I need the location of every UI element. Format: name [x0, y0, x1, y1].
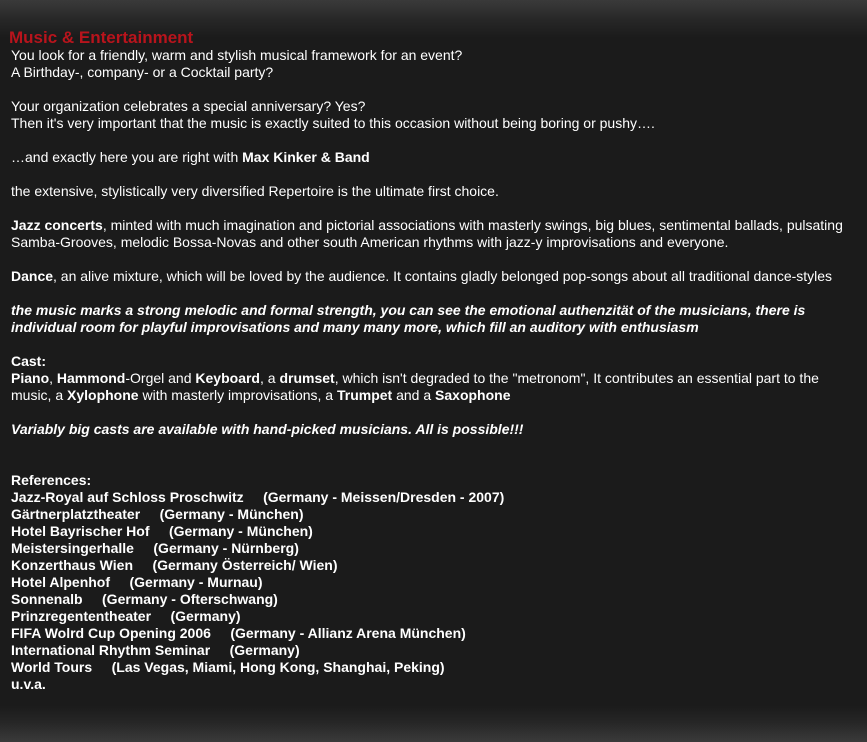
jazz-paragraph	[11, 217, 861, 251]
reference-location: (Germany - Meissen/Dresden - 2007)	[263, 489, 505, 505]
dance-heading: Dance	[11, 268, 54, 284]
references-list	[11, 489, 861, 676]
dance-text: , an alive mixture, which will be loved by the audience. It contains gladly belonged pop-songs about all traditional dance-styles	[53, 268, 833, 284]
reference-separator	[151, 608, 170, 624]
cast-saxophone: Saxophone	[435, 387, 511, 403]
page-title: Music & Entertainment	[9, 28, 194, 47]
cast-drumset: drumset	[279, 370, 335, 386]
reference-location: (Germany)	[170, 608, 241, 624]
reference-location: (Germany - Allianz Arena München)	[230, 625, 466, 641]
spacer	[11, 336, 861, 353]
reference-item	[11, 489, 861, 506]
spacer	[11, 132, 861, 149]
reference-separator	[83, 591, 102, 607]
reference-item	[11, 540, 861, 557]
intro-line: A Birthday-, company- or a Cocktail party?	[11, 64, 274, 80]
reference-separator	[92, 659, 111, 675]
cast-xylophone: Xylophone	[67, 387, 139, 403]
reference-item	[11, 659, 861, 676]
reference-separator	[134, 540, 153, 556]
intro-line: Then it's very important that the music is exactly suited to this occasion without being boring or pushy….	[11, 115, 655, 131]
reference-item	[11, 608, 861, 625]
reference-venue: Sonnenalb	[11, 591, 83, 607]
bottom-gradient-band	[0, 706, 867, 742]
reference-venue: Jazz-Royal auf Schloss Proschwitz	[11, 489, 244, 505]
cast-trumpet: Trumpet	[336, 387, 393, 403]
spacer	[11, 200, 861, 217]
main-content	[11, 29, 861, 693]
spacer	[11, 404, 861, 421]
cast-text: with masterly improvisations, a	[138, 387, 337, 403]
cast-text: and a	[392, 387, 436, 403]
reference-location: (Germany - Nürnberg)	[153, 540, 299, 556]
cast-text: , a	[259, 370, 280, 386]
reference-item	[11, 506, 861, 523]
casts-note: Variably big casts are available with hand-picked musicians. All is possible!!!	[11, 421, 524, 437]
band-name: Max Kinker & Band	[242, 149, 370, 165]
reference-location: (Las Vegas, Miami, Hong Kong, Shanghai, Peking)	[111, 659, 445, 675]
reference-item	[11, 642, 861, 659]
jazz-text: , minted with much imagination and pictorial associations with masterly swings, big blues, sentimental ballads, pulsating Samba-Grooves, melodic Bossa-Novas and other south American rhythms with jazz-y improvisations and everyone.	[11, 217, 843, 250]
reference-location: (Germany - Ofterschwang)	[102, 591, 278, 607]
reference-location: (Germany)	[229, 642, 300, 658]
band-intro-text: …and exactly here you are right with	[11, 149, 243, 165]
reference-location: (Germany - München)	[159, 506, 304, 522]
spacer	[11, 251, 861, 268]
repertoire-line: the extensive, stylistically very diversified Repertoire is the ultimate first choice.	[11, 183, 499, 199]
references-section	[11, 472, 861, 693]
cast-heading	[11, 353, 861, 370]
cast-text: , which isn't degraded to the "metronom", It contributes an essential part to the music, a	[11, 370, 819, 403]
reference-item	[11, 557, 861, 574]
reference-location: (Germany Österreich/ Wien)	[152, 557, 338, 573]
dance-paragraph	[11, 268, 861, 285]
reference-separator	[133, 557, 152, 573]
references-closing: u.v.a.	[11, 676, 46, 692]
reference-venue: International Rhythm Seminar	[11, 642, 211, 658]
reference-separator	[149, 523, 168, 539]
reference-separator	[210, 642, 229, 658]
reference-venue: Meistersingerhalle	[11, 540, 134, 556]
reference-venue: World Tours	[11, 659, 93, 675]
spacer	[11, 285, 861, 302]
reference-location: (Germany - Murnau)	[129, 574, 263, 590]
cast-text: -Orgel and	[125, 370, 196, 386]
spacer	[11, 81, 861, 98]
reference-venue: Konzerthaus Wien	[11, 557, 133, 573]
reference-item	[11, 574, 861, 591]
jazz-heading: Jazz concerts	[11, 217, 103, 233]
cast-piano: Piano	[11, 370, 50, 386]
reference-venue: Hotel Bayrischer Hof	[11, 523, 150, 539]
reference-separator	[140, 506, 159, 522]
reference-location: (Germany - München)	[168, 523, 313, 539]
cast-paragraph	[11, 370, 861, 404]
reference-venue: Prinzregententheater	[11, 608, 152, 624]
intro-line: Your organization celebrates a special anniversary? Yes?	[11, 98, 366, 114]
reference-venue: Gärtnerplatztheater	[11, 506, 141, 522]
intro-line: You look for a friendly, warm and stylish musical framework for an event?	[11, 47, 463, 63]
statement-paragraph: the music marks a strong melodic and formal strength, you can see the emotional authenzität of the musicians, there is individual room for playful improvisations and many many more, which fill an auditory with enthusiasm	[11, 302, 806, 335]
cast-hammond: Hammond	[56, 370, 126, 386]
spacer	[11, 438, 861, 472]
references-heading: References:	[11, 472, 92, 488]
cast-text: ,	[49, 370, 57, 386]
reference-item	[11, 523, 861, 540]
spacer	[11, 166, 861, 183]
reference-separator	[211, 625, 230, 641]
reference-separator	[244, 489, 263, 505]
reference-venue: FIFA Wolrd Cup Opening 2006	[11, 625, 211, 641]
reference-item	[11, 591, 861, 608]
reference-separator	[110, 574, 129, 590]
cast-heading-text: Cast:	[11, 353, 47, 369]
reference-venue: Hotel Alpenhof	[11, 574, 111, 590]
cast-keyboard: Keyboard	[195, 370, 260, 386]
band-intro	[11, 149, 861, 166]
reference-item	[11, 625, 861, 642]
